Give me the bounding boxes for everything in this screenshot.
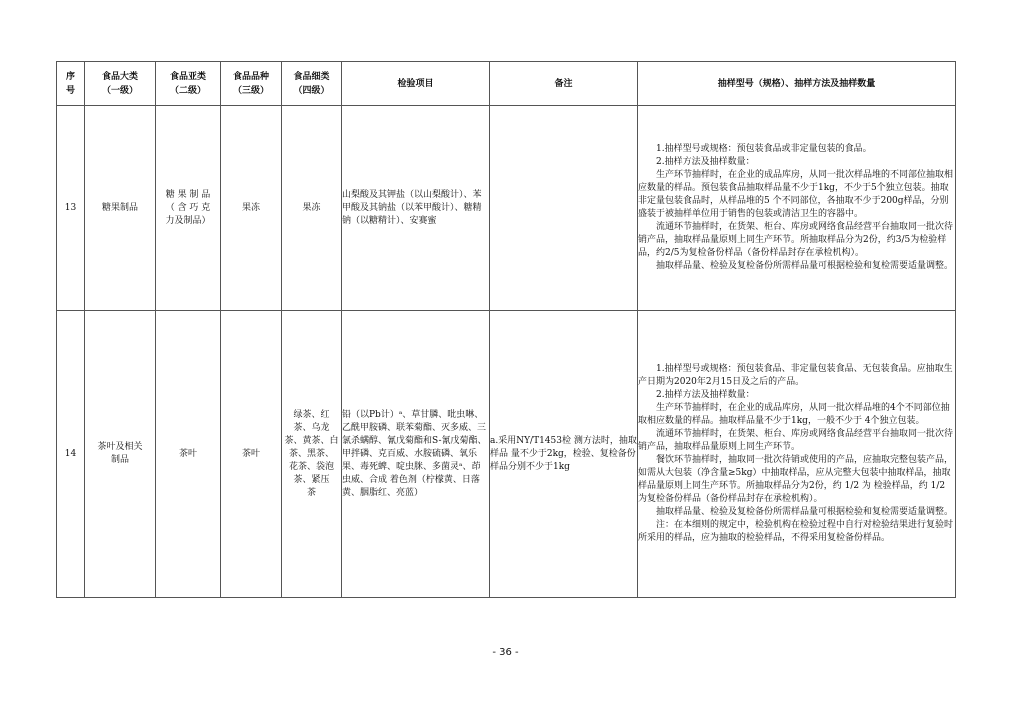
header-cat1: 食品大类 （一级） — [85, 62, 156, 106]
header-items: 检验项目 — [342, 62, 490, 106]
cell-notes — [490, 106, 638, 311]
cell-seq: 14 — [57, 311, 85, 598]
header-cat3: 食品品种 （三级） — [221, 62, 282, 106]
cell-cat3: 茶叶 — [221, 311, 282, 598]
sampling-table — [56, 61, 956, 598]
cell-cat2: 茶叶 — [156, 311, 221, 598]
cell-notes: a.采用NY/T1453检 测方法时，抽取样品 量不少于2kg，检验、复检备份样品分别不少于1kg — [490, 311, 638, 598]
header-notes: 备注 — [490, 62, 638, 106]
table-header-row — [57, 62, 956, 106]
cell-cat4: 绿茶、红 茶、乌龙 茶、黄茶、白 茶、黑茶、 花茶、袋泡 茶、紧压 茶 — [282, 311, 342, 598]
header-cat2: 食品亚类 （二级） — [156, 62, 221, 106]
header-seq: 序 号 — [57, 62, 85, 106]
cell-cat1: 糖果制品 — [85, 106, 156, 311]
cell-cat2: 糖 果 制 品 （ 含 巧 克 力及制品） — [156, 106, 221, 311]
page-number: - 36 - — [492, 647, 519, 658]
table-row — [57, 106, 956, 311]
cell-items: 铅（以Pb计）ᵃ、草甘膦、吡虫啉、乙酰甲胺磷、联苯菊酯、灭多威、三氯杀螨醇、氰戊菊酯和S-氰戊菊酯、甲拌磷、克百威、水胺硫磷、氧乐果、毒死蜱、啶虫脒、多菌灵ᵃ、茚虫威、合成 着色剂（柠檬黄、日落黄、胭脂红、亮蓝） — [342, 311, 490, 598]
cell-items: 山梨酸及其钾盐（以山梨酸计）、苯甲酸及其钠盐（以苯甲酸计）、糖精钠（以糖精计）、安赛蜜 — [342, 106, 490, 311]
header-sampling: 抽样型号（规格）、抽样方法及抽样数量 — [638, 62, 956, 106]
header-cat4: 食品细类 （四级） — [282, 62, 342, 106]
cell-sampling: 1.抽样型号或规格：预包装食品或非定量包装的食品。 2.抽样方法及抽样数量： 生产环节抽样时，在企业的成品库房，从同一批次样品堆的不同部位抽取相应数量的样品。预包装食品抽取样品量不少于1kg，不少于5个独立包装。抽取非定量包装食品时，从样品堆的5 个不同部位，各抽取不少于200g样品，分别盛装于被抽样单位用于销售的包装或清洁卫生的容器中。 流通环节抽样时，在货架、柜台、库房或网络食品经营平台抽取同一批次待销产品，抽取样品量原则上同生产环节。所抽取样品分为2份，约3/5为检验样品，约2/5为复检备份样品（备份样品封存在承检机构）。 抽取样品量、检验及复检备份所需样品量可根据检验和复检需要适量调整。 — [638, 106, 956, 311]
cell-sampling: 1.抽样型号或规格：预包装食品、非定量包装食品、无包装食品。应抽取生产日期为2020年2月15日及之后的产品。 2.抽样方法及抽样数量： 生产环节抽样时，在企业的成品库房，从同一批次样品堆的4个不同部位抽取相应数量的样品。抽取样品量不少于1kg，一般不少于 4个独立包装。 流通环节抽样时，在货架、柜台、库房或网络食品经营平台抽取同一批次待销产品，抽取样品量原则上同生产环节。 餐饮环节抽样时，抽取同一批次待销或使用的产品，应抽取完整包装产品，如需从大包装（净含量≥5kg）中抽取样品，应从完整大包装中抽取样品，抽取样品量原则上同生产环节。所抽取样品分为2份，约 1/2 为 检验样品，约 1/2 为复检备份样品（备份样品封存在承检机构）。 抽取样品量、检验及复检备份所需样品量可根据检验和复检需要适量调整。 注：在本细则的规定中，检验机构在检验过程中自行对检验结果进行复验时所采用的样品，应为抽取的检验样品，不得采用复检备份样品。 — [638, 311, 956, 598]
cell-cat3: 果冻 — [221, 106, 282, 311]
cell-cat1: 茶叶及相关 制品 — [85, 311, 156, 598]
table-row — [57, 311, 956, 598]
cell-seq: 13 — [57, 106, 85, 311]
cell-cat4: 果冻 — [282, 106, 342, 311]
